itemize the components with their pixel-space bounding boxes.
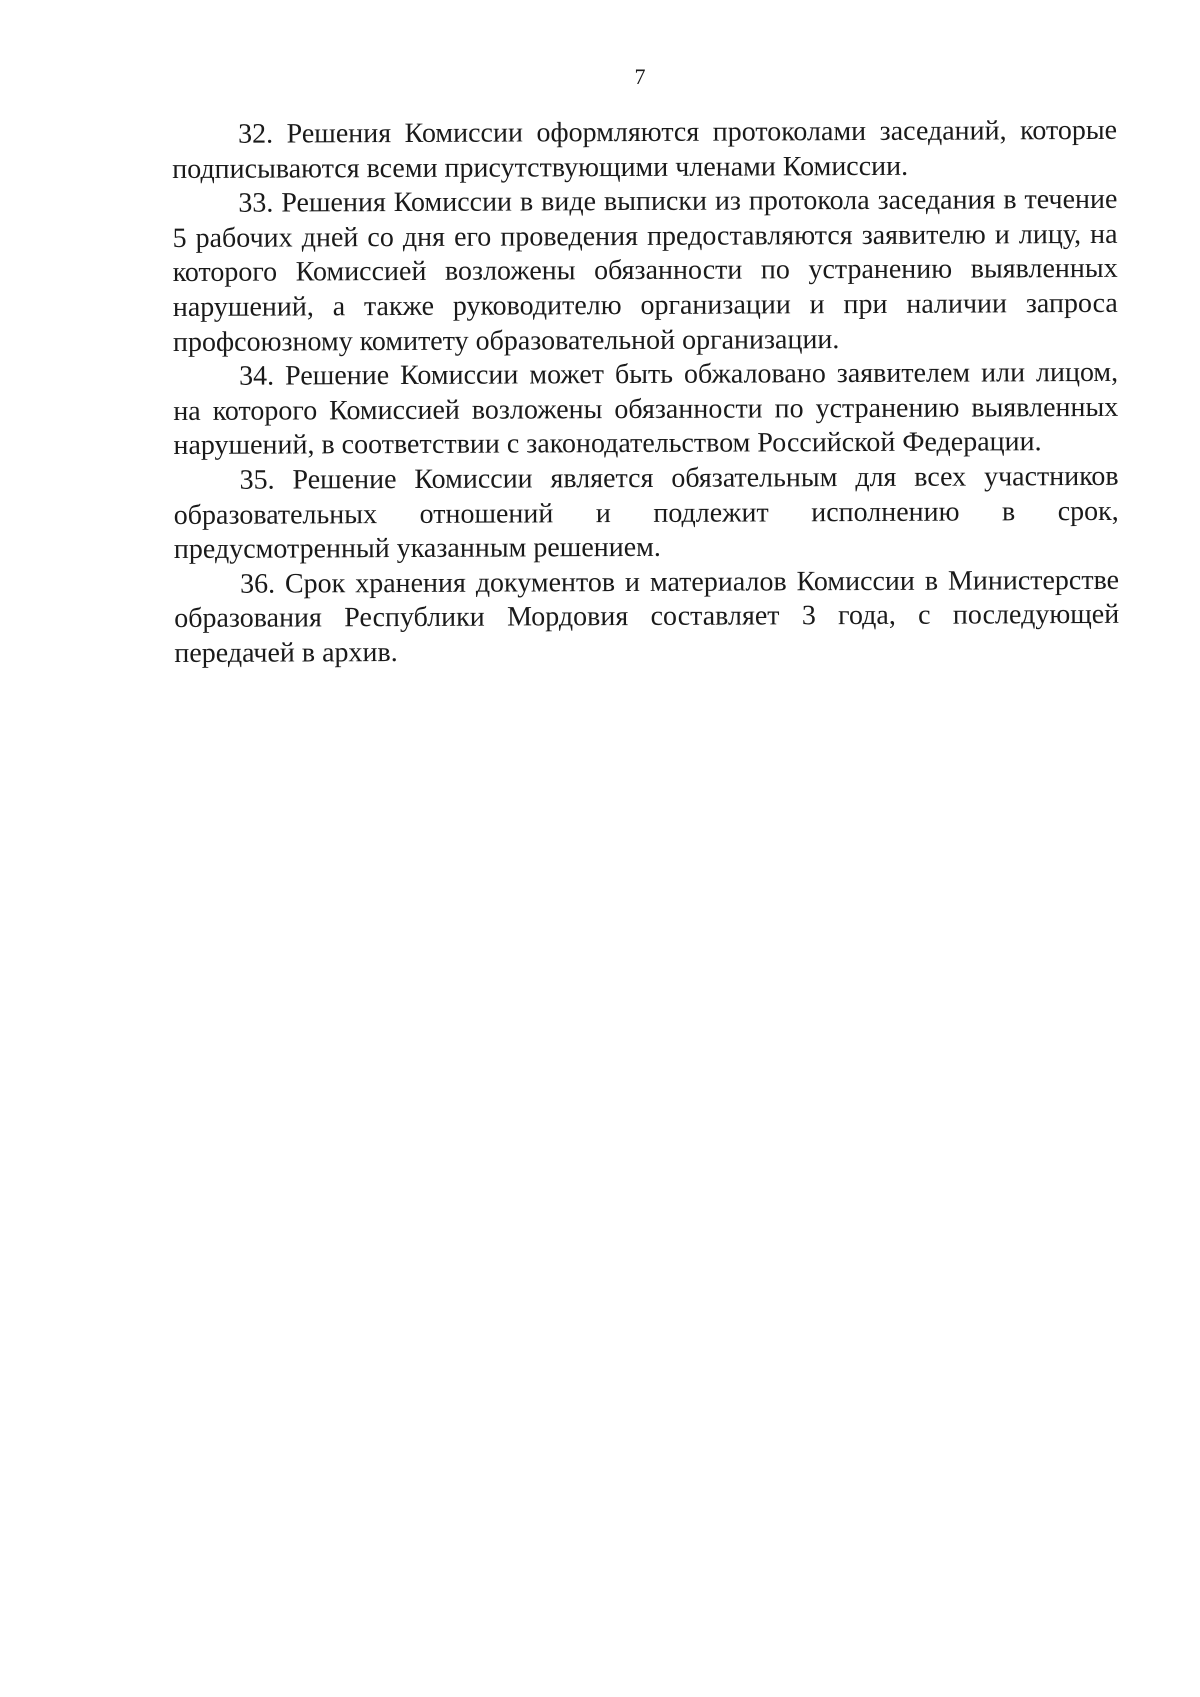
paragraph-33: 33. Решения Комиссии в виде выписки из протокола заседания в течение 5 рабочих дней со дня его проведения предоставляются заявителю и лицу, на которого Комиссией возложены обязанности по устранению выявленных нарушений, а также руководителю организации и при наличии запроса профсоюзному комитету образовательной организации. [172,184,1118,358]
paragraph-35: 35. Решение Комиссии является обязательным для всех участников образовательных отношений и подлежит исполнению в срок, предусмотренный указанным решением. [173,460,1119,566]
paragraph-32: 32. Решения Комиссии оформляются протоколами заседаний, которые подписываются всеми присутствующими членами Комиссии. [172,114,1118,185]
paragraph-34: 34. Решение Комиссии может быть обжаловано заявителем или лицом, на которого Комиссией возложены обязанности по устранению выявленных нарушений, в соответствии с законодательством Российской Федерации. [173,357,1119,462]
paragraph-36: 36. Срок хранения документов и материалов Комиссии в Министерстве образования Республики Мордовия составляет 3 года, с последующей передачей в архив. [174,564,1120,669]
page-number: 7 [634,64,646,89]
document-body [172,114,1119,672]
